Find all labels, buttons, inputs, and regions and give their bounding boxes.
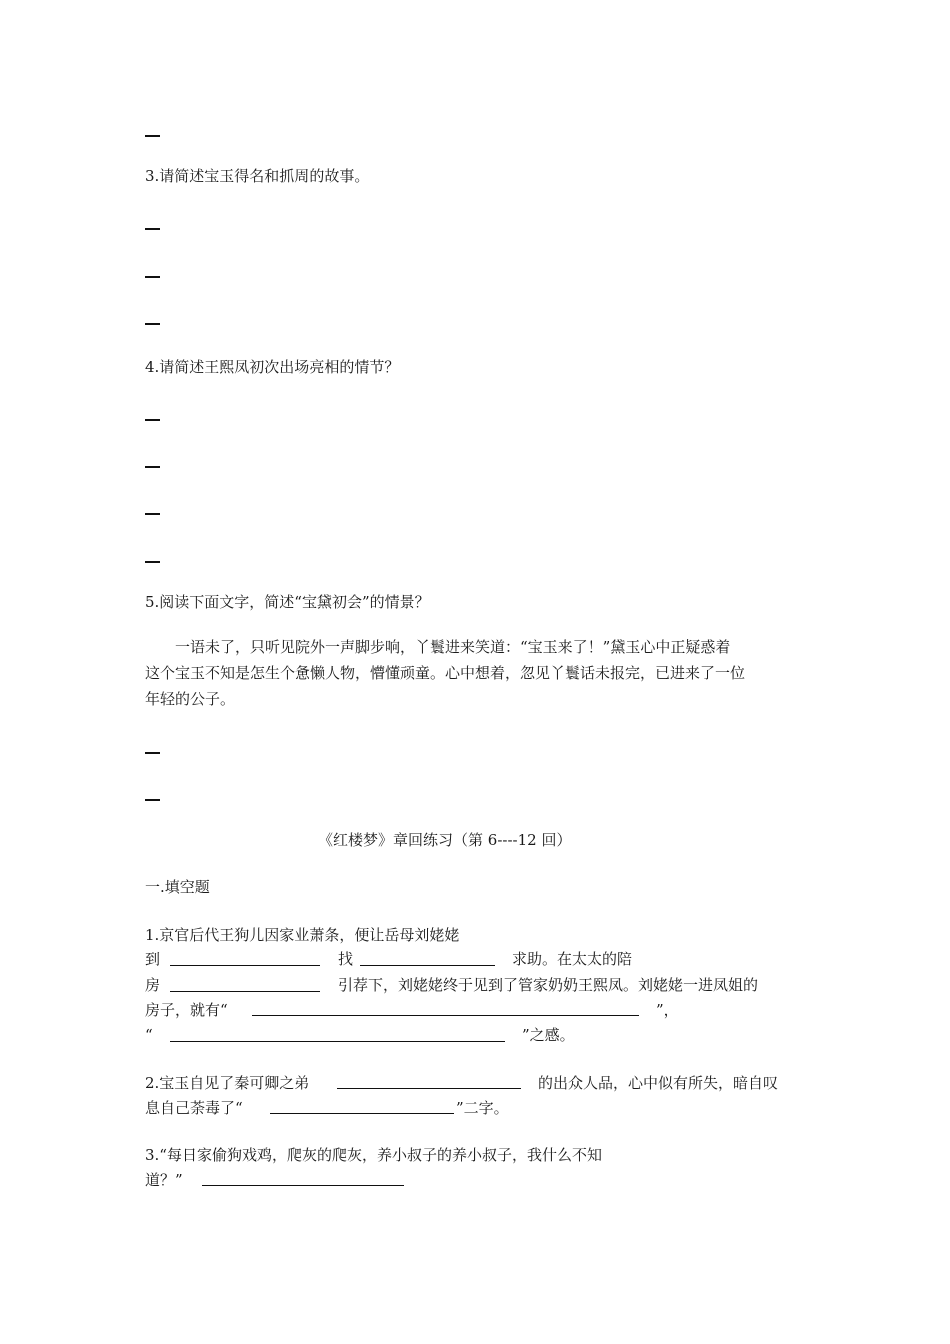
fill-2-line-2a: 息自己荼毒了“ bbox=[145, 1099, 243, 1117]
answer-line bbox=[145, 561, 160, 563]
fill-1-open-2: “ bbox=[145, 1026, 153, 1044]
question-4: 4.请简述王熙凤初次出场亮相的情节？ bbox=[145, 358, 400, 376]
fill-1-tuijian: 引荐下，刘姥姥终于见到了管家奶奶王熙凤。刘姥姥一进凤姐的 bbox=[338, 976, 759, 994]
fill-1-close-1: ”， bbox=[656, 1001, 679, 1019]
answer-line bbox=[145, 323, 160, 325]
section-title: 《红楼梦》章回练习（第 6----12 回） bbox=[318, 831, 572, 849]
blank-8[interactable] bbox=[202, 1185, 404, 1186]
answer-line bbox=[145, 799, 160, 801]
fill-1-line-1: 1.京官后代王狗儿因家业萧条，便让岳母刘姥姥 bbox=[145, 926, 460, 944]
fill-1-zhao: 找 bbox=[338, 950, 354, 968]
fill-2-line-2b: ”二字。 bbox=[456, 1099, 509, 1117]
fill-1-fangzi: 房子，就有“ bbox=[145, 1001, 228, 1019]
fill-1-fang: 房 bbox=[145, 976, 161, 994]
blank-6[interactable] bbox=[337, 1088, 521, 1089]
fill-2-mid: 的出众人品，心中似有所失，暗自叹 bbox=[538, 1074, 779, 1092]
question-3: 3.请简述宝玉得名和抓周的故事。 bbox=[145, 167, 370, 185]
answer-line bbox=[145, 276, 160, 278]
passage-line-1: 一语未了，只听见院外一声脚步响，丫鬟进来笑道：“宝玉来了！”黛玉心中正疑惑着 bbox=[175, 638, 731, 656]
blank-5[interactable] bbox=[170, 1041, 505, 1042]
fill-3-line-1: 3.“每日家偷狗戏鸡，爬灰的爬灰，养小叔子的养小叔子，我什么不知 bbox=[145, 1146, 602, 1164]
fill-2-start: 2.宝玉自见了秦可卿之弟 bbox=[145, 1074, 310, 1092]
blank-4[interactable] bbox=[252, 1015, 639, 1016]
question-5: 5.阅读下面文字，简述“宝黛初会”的情景？ bbox=[145, 593, 430, 611]
answer-line bbox=[145, 466, 160, 468]
part-title: 一.填空题 bbox=[145, 878, 210, 896]
blank-2[interactable] bbox=[360, 965, 495, 966]
passage-line-3: 年轻的公子。 bbox=[145, 690, 236, 708]
fill-1-close-2: ”之感。 bbox=[522, 1026, 575, 1044]
answer-line bbox=[145, 752, 160, 754]
fill-1-dao: 到 bbox=[145, 950, 161, 968]
answer-line bbox=[145, 228, 160, 230]
passage-line-2: 这个宝玉不知是怎生个惫懒人物，懵懂顽童。心中想着，忽见丫鬟话未报完，已进来了一位 bbox=[145, 664, 746, 682]
blank-1[interactable] bbox=[170, 965, 320, 966]
blank-7[interactable] bbox=[270, 1113, 454, 1114]
answer-line bbox=[145, 513, 160, 515]
blank-3[interactable] bbox=[170, 991, 320, 992]
fill-3-line-2: 道？” bbox=[145, 1171, 183, 1189]
answer-line bbox=[145, 419, 160, 421]
fill-1-qiuzhu: 求助。在太太的陪 bbox=[512, 950, 633, 968]
answer-line bbox=[145, 135, 160, 137]
